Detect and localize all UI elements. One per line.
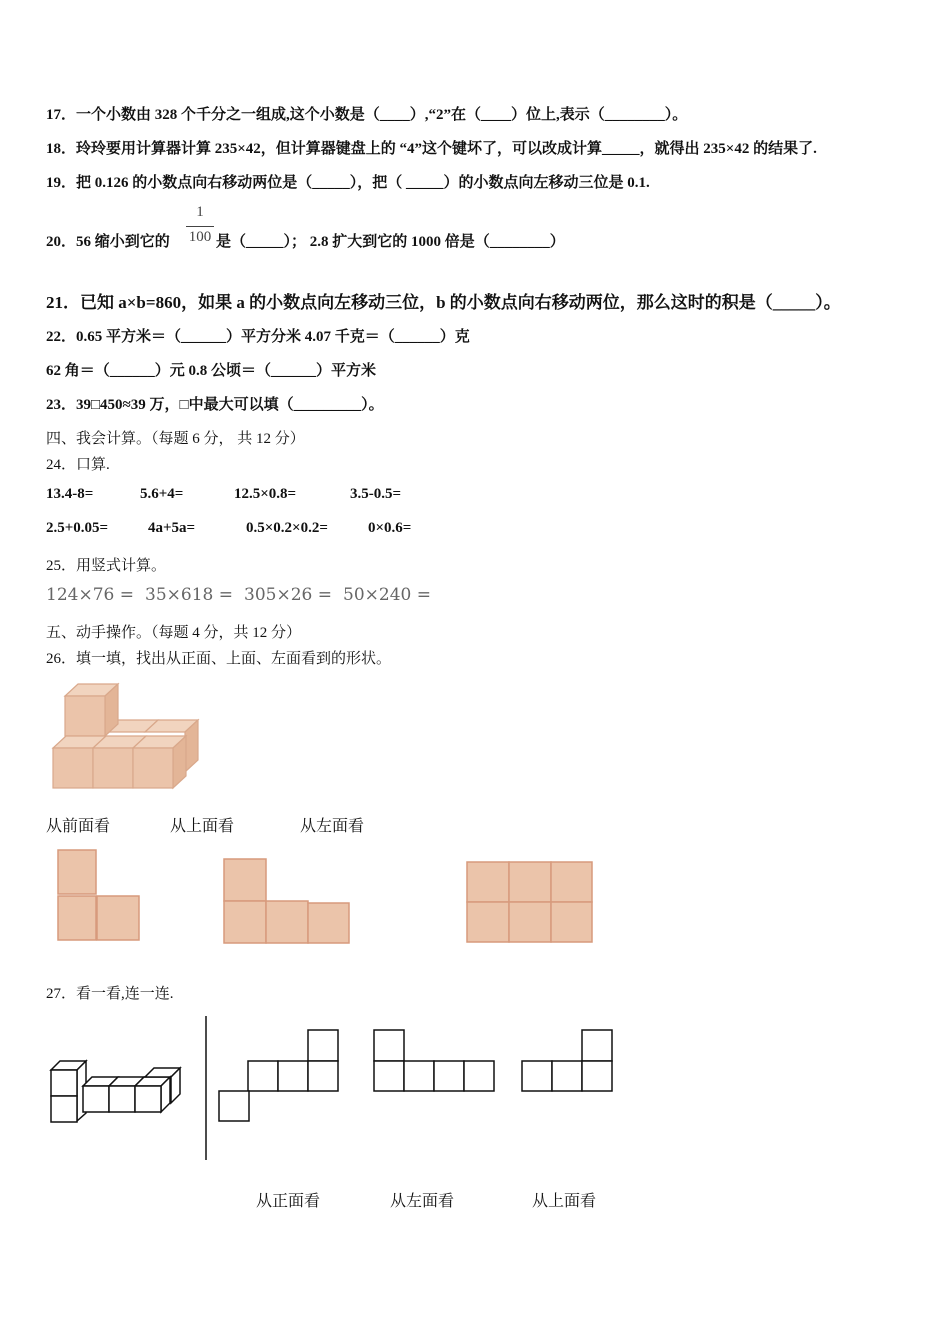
question-23: 23．39□450≈39 万，□中最大可以填（_________）。 (46, 397, 384, 413)
fraction-denominator: 100 (188, 229, 212, 245)
fraction-bar (186, 226, 214, 227)
question-22-line1: 22．0.65 平方米＝（______）平方分米 4.07 千克＝（______）克 (46, 329, 470, 345)
question-21: 21．已知 a×b=860，如果 a 的小数点向左移动三位，b 的小数点向右移动两位，那么这时的积是（_____）。 (46, 293, 841, 312)
wireframe-cube-figure (50, 1058, 190, 1124)
fraction-numerator: 1 (196, 204, 204, 220)
view-shape-2 (223, 858, 353, 946)
vertical-divider (204, 1016, 208, 1162)
mental-math-item: 0×0.6= (368, 520, 412, 536)
view-label-left: 从左面看 (300, 818, 365, 835)
option-shape-b (373, 1029, 497, 1093)
vertical-calc-item: 35×618 = (145, 585, 233, 605)
view-shape-1 (57, 850, 142, 942)
mental-math-item: 4a+5a= (148, 520, 196, 536)
question-19: 19．把 0.126 的小数点向右移动两位是（_____），把（ _____）的小数点向左移动三位是 0.1. (46, 175, 650, 191)
mental-math-item: 2.5+0.05= (46, 520, 109, 536)
question-24: 24．口算. (46, 457, 110, 473)
section-4-title: 四、我会计算。（每题 6 分， 共 12 分） (46, 431, 305, 447)
view-label-top: 从上面看 (170, 818, 235, 835)
mental-math-item: 0.5×0.2×0.2= (246, 520, 328, 536)
view-label-front-27: 从正面看 (256, 1193, 321, 1210)
mental-math-item: 12.5×0.8= (234, 486, 297, 502)
question-20-suffix: 是（_____）； 2.8 扩大到它的 1000 倍是（________） (216, 234, 565, 250)
cube-arrangement-figure (50, 680, 210, 792)
view-label-front: 从前面看 (46, 818, 111, 835)
vertical-calc-item: 124×76 = (46, 585, 134, 605)
view-shape-3 (466, 861, 596, 946)
vertical-calc-item: 305×26 = (244, 585, 332, 605)
question-17: 17．一个小数由 328 个千分之一组成,这个小数是（____）,“2”在（____）位上,表示（________）。 (46, 107, 688, 123)
question-26: 26．填一填，找出从正面、上面、左面看到的形状。 (46, 651, 392, 667)
mental-math-item: 13.4-8= (46, 486, 94, 502)
mental-math-item: 5.6+4= (140, 486, 184, 502)
question-20-prefix: 20．56 缩小到它的 (46, 234, 170, 250)
question-18: 18．玲玲要用计算器计算 235×42，但计算器键盘上的 “4”这个键坏了，可以改成计算_____，就得出 235×42 的结果了. (46, 141, 817, 157)
mental-math-item: 3.5-0.5= (350, 486, 402, 502)
option-shape-c (521, 1029, 617, 1093)
view-label-left-27: 从左面看 (390, 1193, 455, 1210)
option-shape-a (218, 1029, 342, 1123)
question-25: 25．用竖式计算。 (46, 558, 167, 574)
view-label-top-27: 从上面看 (532, 1193, 597, 1210)
vertical-calc-item: 50×240 = (343, 585, 431, 605)
question-22-line2: 62 角＝（______）元 0.8 公顷＝（______）平方米 (46, 363, 377, 379)
section-5-title: 五、动手操作。（每题 4 分，共 12 分） (46, 625, 302, 641)
question-27: 27．看一看,连一连. (46, 986, 174, 1002)
